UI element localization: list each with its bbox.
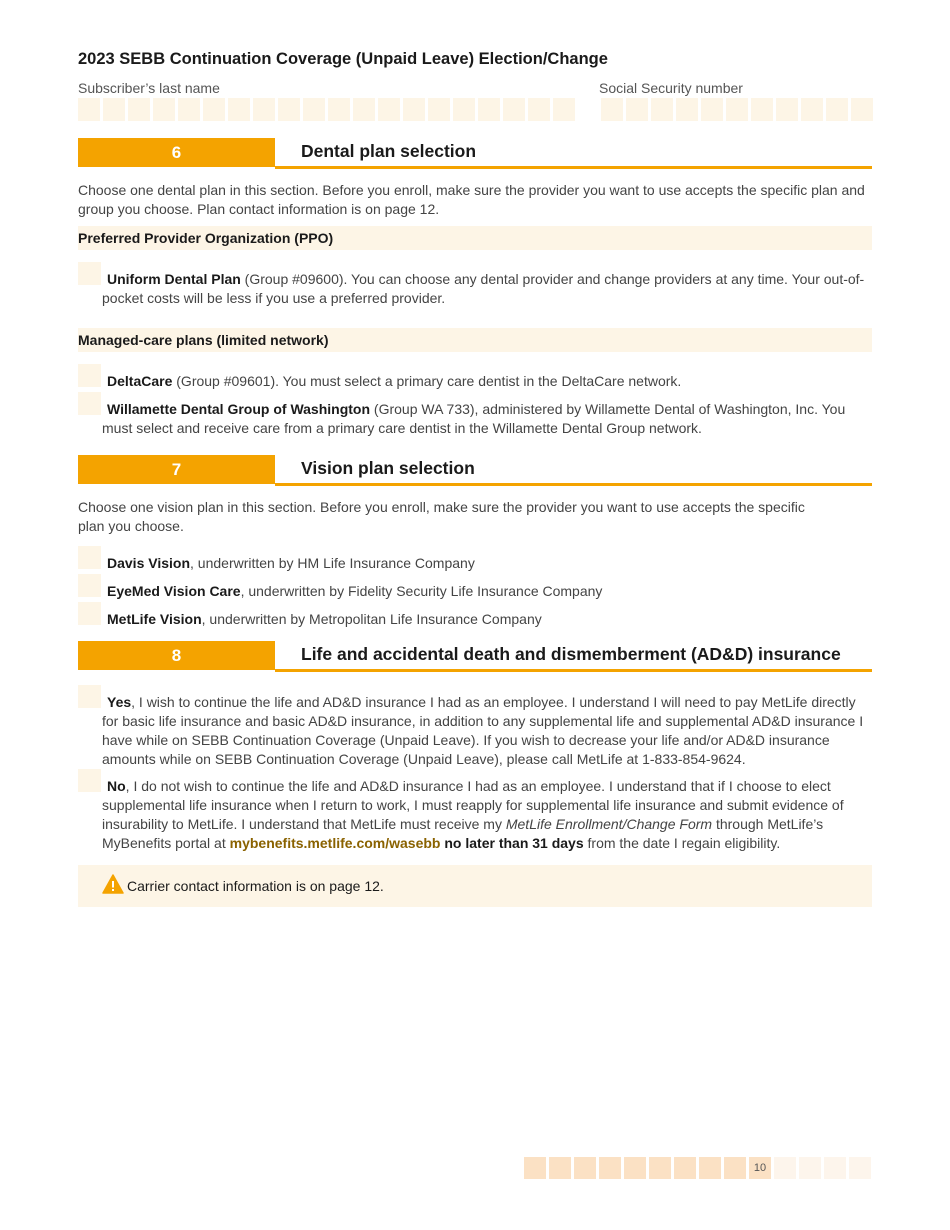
metlife-vision-checkbox[interactable] [78,602,101,625]
form-title: 2023 SEBB Continuation Coverage (Unpaid Leave) Election/Change [78,50,608,68]
last-name-label: Subscriber’s last name [78,80,220,96]
life-yes-checkbox[interactable] [78,685,101,708]
ppo-heading: Preferred Provider Organization (PPO) [78,226,872,250]
section-6-number: 6 [78,138,275,167]
carrier-notice [78,865,872,907]
ssn-label: Social Security number [599,80,743,96]
section-6-header [78,138,872,169]
notice-text: Carrier contact information is on page 12. [127,878,384,894]
option-life-no [78,769,872,853]
last-name-input[interactable] [78,98,575,121]
option-metlife-vision [78,602,872,629]
section-6-intro: Choose one dental plan in this section. Before you enroll, make sure the provider you want to use accepts the specific plan and group you choose. Plan contact information is on page 12. [78,182,865,217]
willamette-checkbox[interactable] [78,392,101,415]
section-8-title: Life and accidental death and dismemberment (AD&D) insurance [301,644,841,664]
eyemed-text: , underwritten by Fidelity Security Life Insurance Company [240,583,603,599]
uniform-dental-name: Uniform Dental Plan [107,271,241,287]
option-deltacare [78,364,872,391]
life-no-deadline: no later than 31 days [440,835,584,851]
eyemed-checkbox[interactable] [78,574,101,597]
eyemed-name: EyeMed Vision Care [107,583,241,599]
mybenefits-link[interactable]: mybenefits.metlife.com/wasebb [229,835,441,851]
page-number: 10 [749,1157,771,1179]
metlife-vision-text: , underwritten by Metropolitan Life Insurance Company [201,611,542,627]
uniform-dental-checkbox[interactable] [78,262,101,285]
life-no-checkbox[interactable] [78,769,101,792]
davis-vision-text: , underwritten by HM Life Insurance Company [190,555,475,571]
managed-care-heading: Managed-care plans (limited network) [78,328,872,352]
life-no-label: No [107,778,126,794]
metlife-vision-name: MetLife Vision [107,611,202,627]
section-7-intro: Choose one vision plan in this section. Before you enroll, make sure the provider you want to use accepts the specific plan you choose. [78,499,805,534]
section-6-title: Dental plan selection [301,141,477,161]
uniform-dental-text: (Group #09600). You can choose any dental provider and change providers at any time. Your out-of-pocket costs will be less if you use a preferred provider. [102,271,865,306]
life-yes-label: Yes [107,694,132,710]
willamette-text: (Group WA 733), administered by Willamette Dental of Washington, Inc. You must select and receive care from a primary care dentist in the Willamette Dental Group network. [102,401,846,436]
life-no-text-3: from the date I regain eligibility. [583,835,781,851]
option-uniform-dental [78,262,872,308]
section-7-title: Vision plan selection [301,458,475,478]
option-davis-vision [78,546,872,573]
option-willamette [78,392,872,438]
option-eyemed [78,574,872,601]
option-life-yes [78,685,872,769]
metlife-form-name: MetLife Enrollment/Change Form [505,816,713,832]
deltacare-checkbox[interactable] [78,364,101,387]
section-7-number: 7 [78,455,275,484]
deltacare-text: (Group #09601). You must select a primary care dentist in the DeltaCare network. [172,373,682,389]
deltacare-name: DeltaCare [107,373,173,389]
davis-vision-name: Davis Vision [107,555,191,571]
section-8-number: 8 [78,641,275,670]
ssn-input[interactable] [601,98,873,121]
warning-icon [102,874,124,899]
life-yes-text: , I wish to continue the life and AD&D insurance I had as an employee. I understand I will need to pay MetLife directly for basic life insurance and basic AD&D insurance, in addition to any supplemental life and supplemental AD&D insurance I have while on SEBB Continuation Coverage (Unpaid Leave). If you wish to decrease your life and/or AD&D insurance amounts while on SEBB Continuation Coverage (Unpaid Leave), please call MetLife at 1-833-854-9624. [102,694,864,767]
davis-vision-checkbox[interactable] [78,546,101,569]
willamette-name: Willamette Dental Group of Washington [107,401,371,417]
life-no-text-1: , I do not wish to continue the life and AD&D insurance I had as an employee. I understand that if I choose to elect supplemental life insurance when I return to work, I must reapply for supplemental life insurance and submit evidence of insurability to MetLife. I understand that MetLife must receive my [102,778,844,832]
life-no-text-2: through MetLife’s MyBenefits portal at [102,816,824,851]
page-indicator [524,1157,871,1179]
section-8-header [78,641,872,672]
section-7-header [78,455,872,486]
